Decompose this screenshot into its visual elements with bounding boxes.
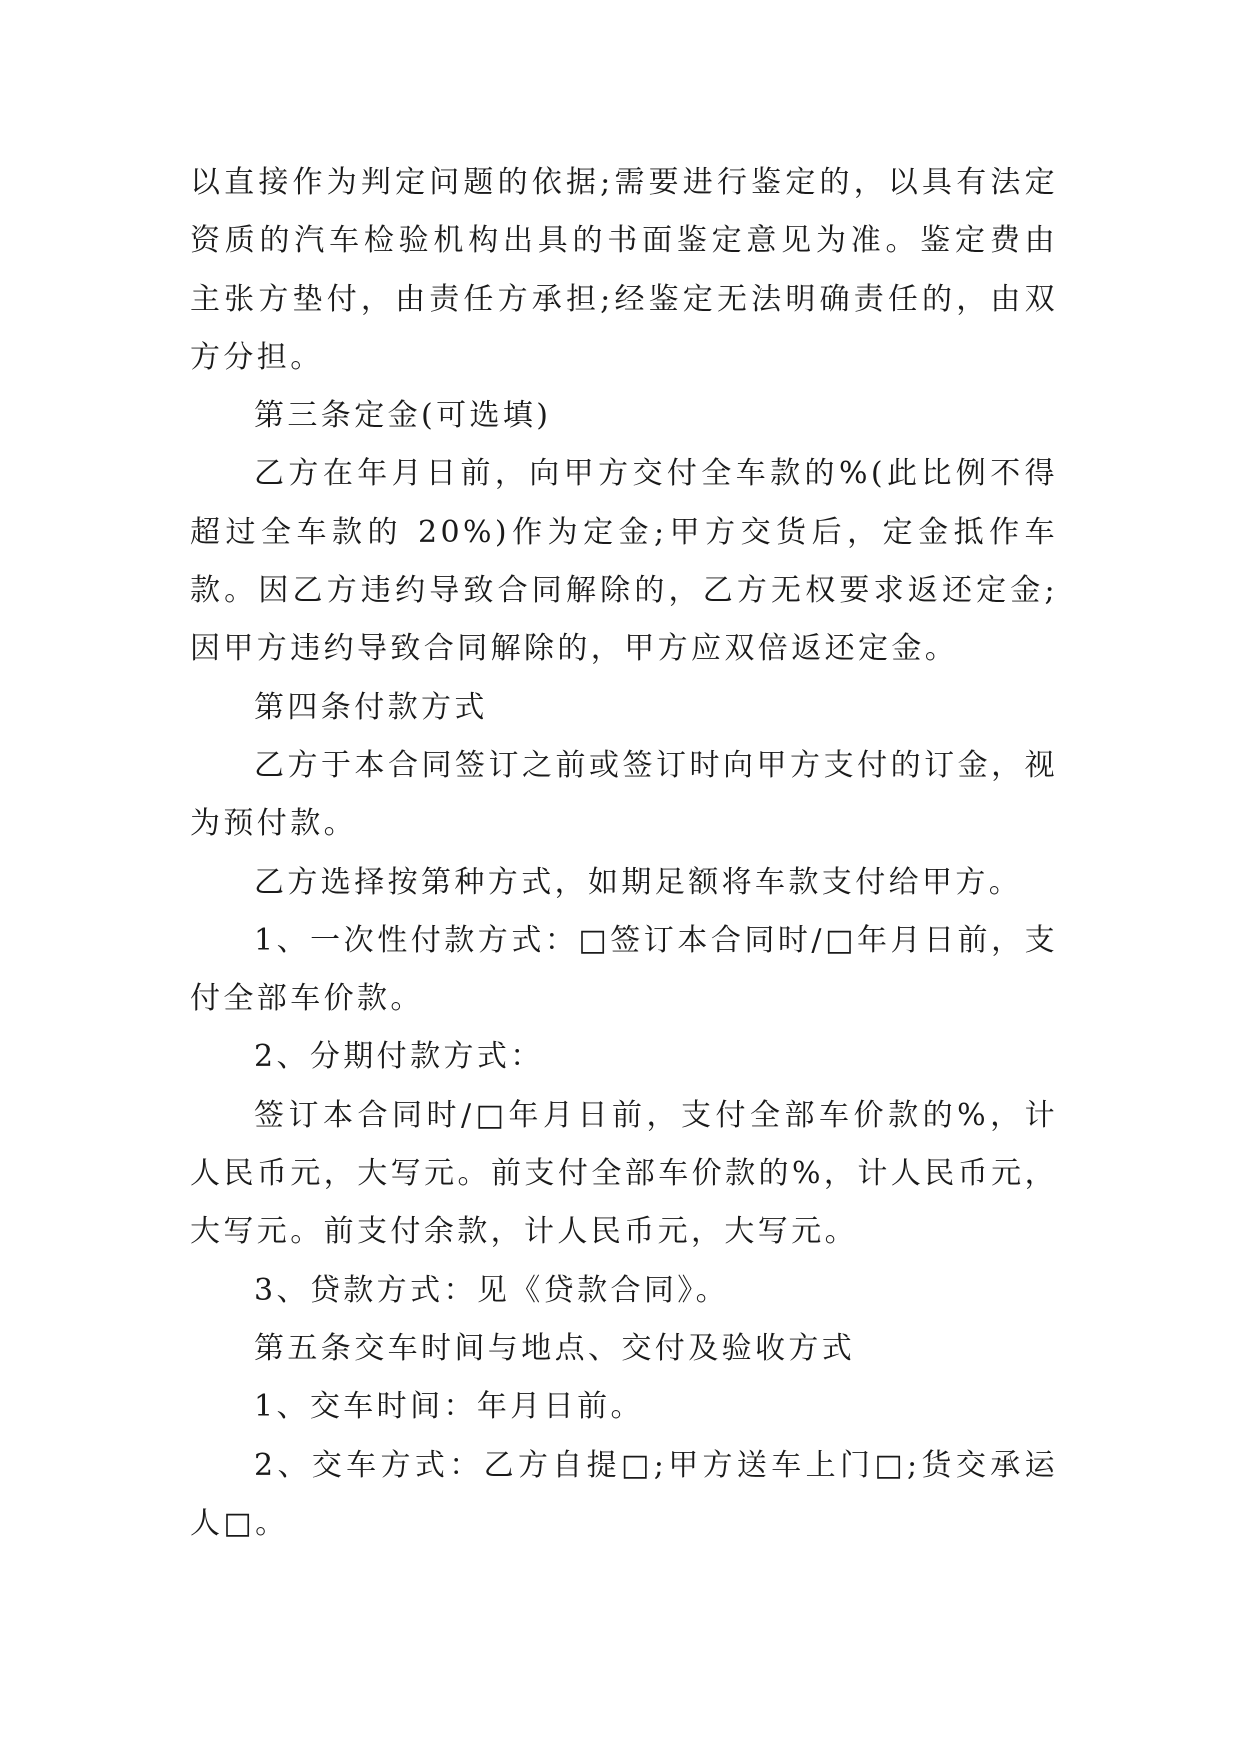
heading-article-5-delivery: 第五条交车时间与地点、交付及验收方式 — [254, 1330, 856, 1366]
paragraph-lump-sum-payment: 1、一次性付款方式：□签订本合同时/□年月日前，支付全部车价款。 — [190, 922, 1058, 1017]
paragraph-delivery-method: 2、交车方式：乙方自提□;甲方送车上门□;货交承运人□。 — [190, 1447, 1058, 1541]
heading-article-3-deposit: 第三条定金(可选填) — [254, 398, 552, 434]
paragraph-identification-basis: 以直接作为判定问题的依据;需要进行鉴定的，以具有法定资质的汽车检验机构出具的书面鉴定意见为准。鉴定费由主张方垫付，由责任方承担;经鉴定无法明确责任的，由双方分担。 — [190, 165, 1058, 375]
paragraph-loan-payment: 3、贷款方式：见《贷款合同》。 — [254, 1272, 730, 1308]
paragraph-installment-terms: 签订本合同时/□年月日前，支付全部车价款的%，计人民币元，大写元。前支付全部车价款的%，计人民币元，大写元。前支付余款，计人民币元，大写元。 — [190, 1097, 1058, 1250]
paragraph-prepayment: 乙方于本合同签订之前或签订时向甲方支付的订金，视为预付款。 — [190, 747, 1058, 842]
paragraph-installment-heading: 2、分期付款方式： — [254, 1039, 544, 1075]
paragraph-delivery-time: 1、交车时间：年月日前。 — [254, 1389, 644, 1425]
document-body — [190, 154, 1058, 1553]
paragraph-deposit-terms: 乙方在年月日前，向甲方交付全车款的%(此比例不得超过全车款的 20%)作为定金;甲方交货后，定金抵作车款。因乙方违约导致合同解除的，乙方无权要求返还定金;因甲方违约导致合同解除的，甲方应双倍返还定金。 — [190, 456, 1058, 667]
heading-article-4-payment-method: 第四条付款方式 — [254, 689, 488, 725]
paragraph-payment-choice: 乙方选择按第种方式，如期足额将车款支付给甲方。 — [254, 864, 1023, 900]
